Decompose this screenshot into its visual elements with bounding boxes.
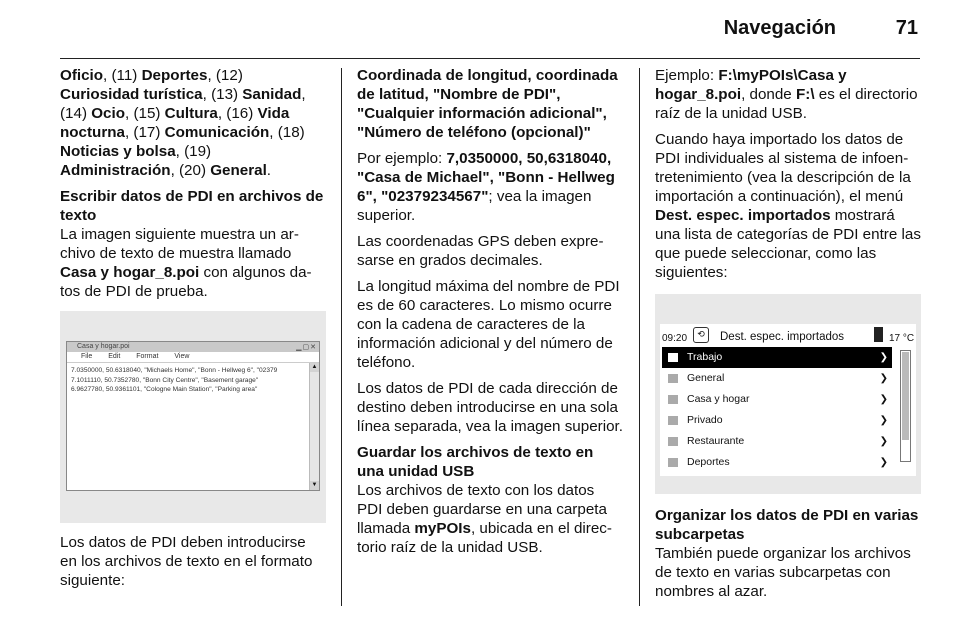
text-run: , (18) [269, 124, 305, 141]
chevron-right-icon: ❯ [879, 352, 888, 363]
category-icon [668, 416, 678, 425]
column-divider [639, 68, 640, 606]
text-run: es el directorio raíz de la unidad USB. [655, 86, 918, 122]
bold-term: myPOIs [414, 520, 471, 537]
list-item[interactable] [662, 389, 892, 410]
bold-term: 7,0350000, 50,6318040, "Casa de Michael", "Bonn - Hellweg 6", "02379234567" [357, 150, 615, 205]
category-icon [668, 458, 678, 467]
menu-file: File [81, 353, 93, 360]
category-icon [668, 437, 678, 446]
category-icon [668, 353, 678, 362]
chevron-right-icon: ❯ [879, 373, 888, 384]
paragraph: La longitud máxima del nombre de PDI es de 60 caracteres. Lo mismo ocurre con la cadena de caracteres de la información adicional y del número de teléfono. [357, 278, 620, 371]
section-heading: Guardar los archivos de texto en una unidad USB [357, 444, 594, 480]
text-run: , (20) [170, 162, 211, 179]
text-run: , (11) [103, 67, 142, 84]
paragraph: También puede organizar los archivos de texto en varias subcarpetas con nombres al azar. [655, 545, 911, 600]
infotainment-screen [660, 324, 916, 476]
text-run: . [266, 162, 272, 179]
text-run: , ubicada en el directorio raíz de la unidad USB. [357, 520, 612, 556]
chevron-right-icon: ❯ [879, 436, 888, 447]
list-item-label: Deportes [687, 456, 730, 468]
text-file-figure [60, 311, 326, 523]
list-item[interactable] [662, 347, 892, 368]
bold-term: F:\ [795, 86, 815, 103]
list-item-label: Trabajo [687, 351, 723, 363]
category-list [662, 347, 892, 473]
bold-term: Oficio [60, 67, 104, 84]
back-icon: ⟲ [693, 327, 709, 343]
nav-screen-figure [655, 294, 921, 494]
text-run: , (13) [202, 86, 243, 103]
column-1 [60, 66, 326, 590]
paragraph [60, 225, 326, 301]
paragraph [655, 66, 921, 123]
format-heading: Coordinada de longitud, coordinada de latitud, "Nombre de PDI", "Cualquier información adicional", "Número de teléfono (opcional)" [357, 67, 618, 141]
temperature: 17 °C [889, 333, 915, 344]
list-item-label: Privado [687, 414, 723, 426]
chevron-right-icon: ❯ [879, 457, 888, 468]
menu-format: Format [136, 353, 159, 360]
list-item[interactable] [662, 368, 892, 389]
file-content [67, 363, 319, 395]
bold-term: Ocio [91, 105, 125, 122]
section-heading: Escribir datos de PDI en archivos de texto [60, 188, 324, 224]
list-item-label: General [687, 372, 725, 384]
page-header [60, 0, 920, 59]
category-icon [668, 395, 678, 404]
text-run: Cuando haya importado los datos de PDI individuales al sistema de infoentretenimiento (vea la descripción de la importación a continuación), el menú [655, 131, 911, 205]
example-paragraph [357, 149, 623, 225]
poi-line: 7.1011110, 50.7352780, "Bonn City Centre", "Basement garage" [71, 376, 259, 384]
text-run: , donde [741, 86, 796, 103]
paragraph: Los datos de PDI deben introducirse en los archivos de texto en el formato siguiente: [60, 534, 313, 589]
text-run: Ejemplo: [655, 67, 719, 84]
screen-title: Dest. espec. importados [720, 331, 845, 343]
scrollbar-thumb[interactable] [902, 352, 909, 440]
text-run: , (15) [125, 105, 165, 122]
text-run: , (16) [217, 105, 258, 122]
bold-term: Deportes [141, 67, 208, 84]
bold-term: Cultura [164, 105, 218, 122]
column-2 [357, 66, 623, 557]
text-run: La imagen siguiente muestra un archivo de texto de muestra llamado [60, 226, 299, 262]
chevron-right-icon: ❯ [879, 394, 888, 405]
text-run: mostrará una lista de categorías de PDI entre las que puede seleccionar, como las siguientes: [655, 207, 921, 281]
bold-term: Dest. espec. importados [655, 207, 831, 224]
window-titlebar [67, 342, 319, 352]
bold-term: Administración [60, 162, 171, 179]
text-run: con algunos datos de PDI de prueba. [60, 264, 312, 300]
column-3 [655, 66, 921, 601]
window-buttons: ▁▢✕ [296, 344, 317, 351]
list-item[interactable] [662, 452, 892, 473]
text-run: , (19) [175, 143, 212, 160]
scrollbar[interactable] [900, 350, 911, 462]
text-editor-window [66, 341, 320, 491]
list-item-label: Casa y hogar [687, 393, 750, 405]
bold-term: General [210, 162, 267, 179]
list-item[interactable] [662, 410, 892, 431]
scroll-up-icon: ▲ [311, 364, 318, 370]
text-run: , (12) [207, 67, 243, 84]
page-number: 71 [895, 17, 918, 39]
section-title: Navegación [723, 17, 836, 39]
text-run: , (14) [60, 86, 306, 122]
menu-edit: Edit [108, 353, 121, 360]
bold-term: Curiosidad turística [60, 86, 203, 103]
text-run: , (17) [124, 124, 165, 141]
paragraph [357, 481, 623, 557]
paragraph: Las coordenadas GPS deben expresarse en grados decimales. [357, 233, 604, 269]
menu-view: View [174, 353, 190, 360]
chevron-right-icon: ❯ [879, 415, 888, 426]
clock-time: 09:20 [662, 333, 688, 344]
phone-icon [874, 327, 883, 342]
section-heading: Organizar los datos de PDI en varias subcarpetas [655, 507, 919, 543]
bold-term: F:\myPOIs\Casa y hogar_8.poi [655, 67, 847, 103]
column-divider [341, 68, 342, 606]
poi-line: 7.0350000, 50.6318040, "Michaels Home", "Bonn - Hellweg 6", "02379 [71, 367, 278, 374]
text-run: ; vea la imagen superior. [357, 188, 592, 224]
bold-term: Vida nocturna [60, 105, 290, 141]
poi-line: 6.9627780, 50.9361101, "Cologne Main Station", "Parking area" [71, 386, 258, 393]
menu-bar [67, 352, 319, 363]
bold-term: Casa y hogar_8.poi [60, 264, 200, 281]
screen-header [660, 324, 916, 346]
list-item[interactable] [662, 431, 892, 452]
text-run: Los archivos de texto con los datos PDI deben guardarse en una carpeta llamada [357, 482, 607, 537]
category-list [60, 66, 326, 180]
bold-term: Noticias y bolsa [60, 143, 176, 160]
list-item-label: Restaurante [687, 435, 745, 447]
paragraph [655, 130, 921, 282]
category-icon [668, 374, 678, 383]
scroll-down-icon: ▼ [311, 482, 318, 488]
bold-term: Comunicación [164, 124, 270, 141]
text-run: Por ejemplo: [357, 150, 447, 167]
bold-term: Sanidad [242, 86, 302, 103]
scrollbar [309, 363, 319, 490]
paragraph: Los datos de PDI de cada dirección de destino deben introducirse en una sola línea separada, vea la imagen superior. [357, 380, 623, 435]
window-title: Casa y hogar.poi [77, 343, 130, 350]
